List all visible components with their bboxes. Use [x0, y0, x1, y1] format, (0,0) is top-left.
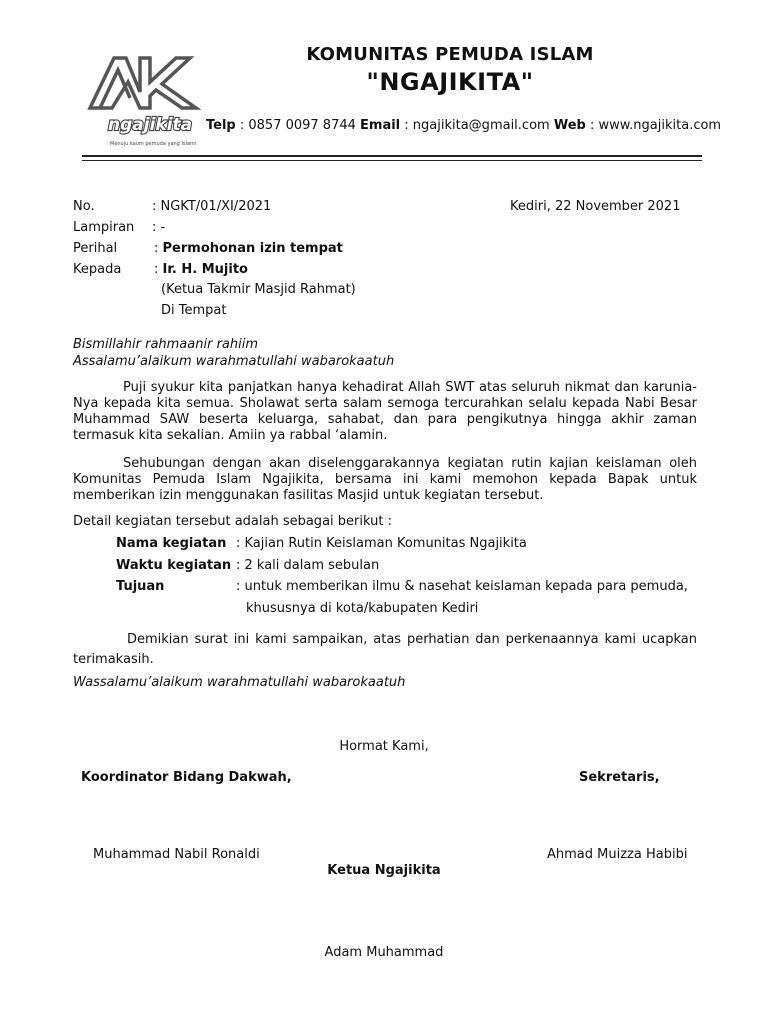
- lampiran-value: : -: [152, 220, 166, 235]
- contact-line: [206, 118, 721, 133]
- paragraph-2: Sehubungan dengan akan diselenggarakannya kegiatan rutin kajian keislaman oleh Komunitas Pemuda Islam Ngajikita, bersama ini kami memohon kepada Bapak untuk memberikan izin menggunakan fasilitas Masjid untuk kegiatan tersebut.: [73, 456, 697, 503]
- signer-center-name: Adam Muhammad: [324, 945, 444, 960]
- salam-open: Assalamu’alaikum warahmatullahi wabarokaatuh: [73, 354, 395, 369]
- kepada-label: Kepada: [73, 262, 122, 277]
- telp-label: Telp: [206, 118, 236, 133]
- paragraph-1: Puji syukur kita panjatkan hanya kehadirat Allah SWT atas seluruh nikmat dan karunia-Nya kepada kita semua. Sholawat serta salam semoga tercurahkan selalu kepada Nabi Besar Muhammad SAW beserta keluarga, sahabat, dan para pengikutnya hingga akhir zaman termasuk kita sekalian. Amiin ya rabbal ‘alamin.: [73, 380, 697, 443]
- signer-left-name: Muhammad Nabil Ronaldi: [93, 847, 260, 862]
- signer-right-title: Sekretaris,: [579, 770, 660, 785]
- salam-close: Wassalamu’alaikum warahmatullahi wabarokaatuh: [73, 675, 406, 690]
- logo-tagline-text: Menuju kaum pemuda yang islami: [110, 141, 197, 147]
- email-value: : ngajikita@gmail.com: [400, 118, 554, 133]
- detail-label-tujuan: Tujuan: [116, 579, 165, 594]
- detail-value-tujuan-line2: khususnya di kota/kabupaten Kediri: [246, 601, 479, 616]
- signer-left-title: Koordinator Bidang Dakwah,: [81, 770, 292, 785]
- lampiran-label: Lampiran: [73, 220, 135, 235]
- web-value: : www.ngajikita.com: [585, 118, 722, 133]
- kepada-value: Ir. H. Mujito: [162, 262, 248, 277]
- hormat-kami: Hormat Kami,: [339, 739, 429, 754]
- kepada-position: (Ketua Takmir Masjid Rahmat): [161, 282, 356, 297]
- kepada-field: [154, 262, 248, 277]
- perihal-colon: :: [154, 241, 163, 256]
- kepada-colon: :: [154, 262, 163, 277]
- perihal-label: Perihal: [73, 241, 118, 256]
- no-value: : NGKT/01/XI/2021: [152, 199, 272, 214]
- email-label: Email: [360, 118, 401, 133]
- detail-label-nama: Nama kegiatan: [116, 536, 227, 551]
- org-name-line1: KOMUNITAS PEMUDA ISLAM: [306, 44, 594, 65]
- no-label: No.: [73, 199, 95, 214]
- detail-intro: Detail kegiatan tersebut adalah sebagai berikut :: [73, 514, 392, 529]
- detail-value-tujuan: : untuk memberikan ilmu & nasehat keislaman kepada para pemuda,: [236, 579, 688, 594]
- paragraph-3: Demikian surat ini kami sampaikan, atas perhatian dan perkenaannya kami ucapkan terimakasih.: [73, 632, 697, 667]
- perihal-field: [154, 241, 343, 256]
- detail-label-waktu: Waktu kegiatan: [116, 558, 232, 573]
- header-rule-thin: [82, 160, 702, 161]
- perihal-value: Permohonan izin tempat: [162, 241, 343, 256]
- org-name-line2: "NGAJIKITA": [366, 68, 534, 96]
- header-rule-thick: [82, 155, 702, 157]
- bismillah: Bismillahir rahmaanir rahiim: [73, 337, 259, 352]
- logo-brand-text: ngajikita: [108, 115, 193, 135]
- letter-date: Kediri, 22 November 2021: [510, 199, 681, 214]
- ngajikita-logo: [86, 52, 206, 152]
- signer-center-title: Ketua Ngajikita: [327, 863, 441, 878]
- detail-value-waktu: : 2 kali dalam sebulan: [236, 558, 380, 573]
- web-label: Web: [553, 118, 586, 133]
- detail-value-nama: : Kajian Rutin Keislaman Komunitas Ngajikita: [236, 536, 527, 551]
- kepada-place: Di Tempat: [161, 303, 227, 318]
- telp-value: : 0857 0097 8744: [235, 118, 361, 133]
- signer-right-name: Ahmad Muizza Habibi: [547, 847, 688, 862]
